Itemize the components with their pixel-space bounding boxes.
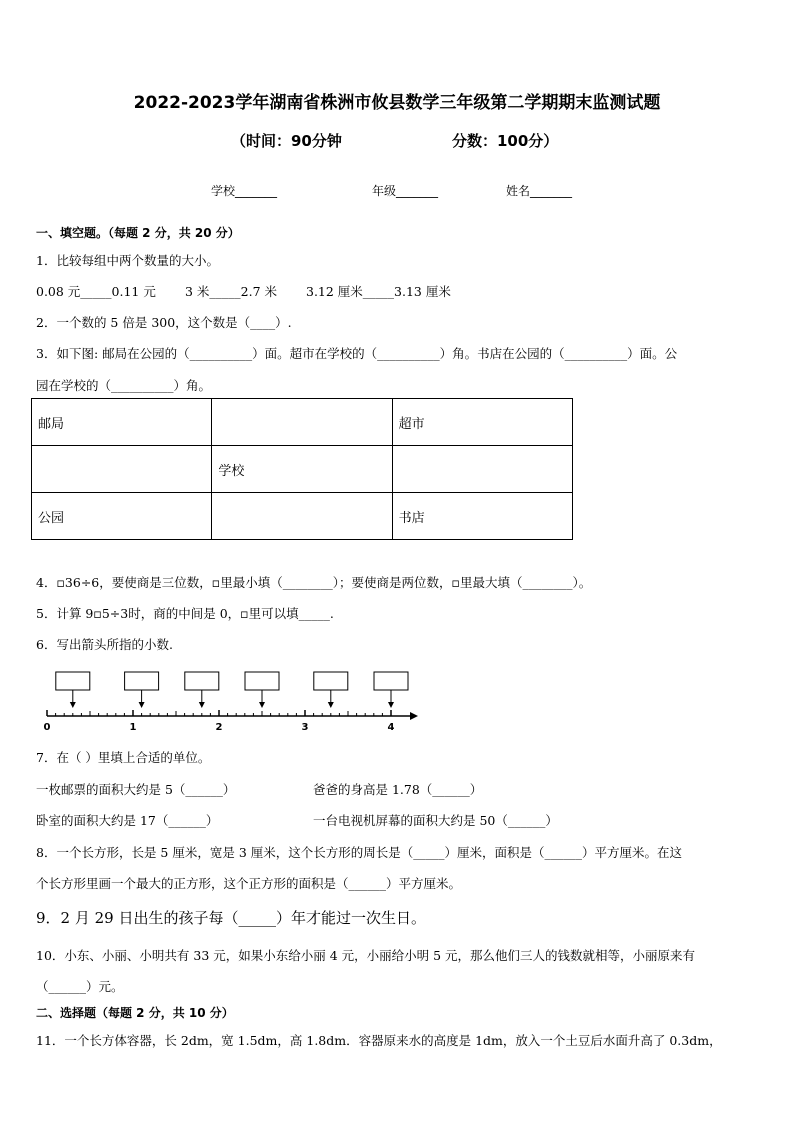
- location-grid: [31, 398, 573, 540]
- grid-cell: [392, 446, 572, 493]
- answer-box[interactable]: [374, 672, 408, 708]
- question-7b: 爸爸的身高是 1.78（______）: [313, 782, 483, 797]
- exam-score: 分数：100分）: [452, 132, 559, 150]
- number-line-label: 4: [387, 722, 395, 733]
- grid-cell: [32, 446, 212, 493]
- grid-cell: 公园: [32, 493, 212, 540]
- answer-box[interactable]: [125, 672, 159, 708]
- number-line-label: 0: [43, 722, 51, 733]
- grid-cell: 书店: [392, 493, 572, 540]
- section-fill-blank: 一、填空题。（每题 2 分，共 20 分）: [36, 226, 240, 240]
- down-arrow-icon: [388, 702, 394, 708]
- grid-cell: 超市: [392, 399, 572, 446]
- question-1a: 0.08 元_____0.11 元: [36, 284, 156, 299]
- grid-row: [32, 399, 573, 446]
- question-10-line1: 10．小东、小丽、小明共有 33 元，如果小东给小丽 4 元，小丽给小明 5 元，那么他们三人的钱数就相等，小丽原来有: [36, 948, 696, 963]
- number-line: [30, 668, 430, 734]
- grid-row: [32, 446, 573, 493]
- grid-cell: 学校: [212, 446, 392, 493]
- question-1: 1．比较每组中两个数量的大小。: [36, 253, 219, 268]
- school-field: 学校_______: [211, 184, 278, 198]
- down-arrow-icon: [139, 702, 145, 708]
- section-multiple-choice: 二、选择题（每题 2 分，共 10 分）: [36, 1006, 234, 1020]
- number-line-arrowhead: [410, 712, 418, 720]
- grid-cell: 邮局: [32, 399, 212, 446]
- question-8-line2: 个长方形里画一个最大的正方形，这个正方形的面积是（______）平方厘米。: [36, 876, 462, 891]
- answer-box[interactable]: [314, 672, 348, 708]
- question-11: 11．一个长方体容器，长 2dm，宽 1.5dm，高 1.8dm．容器原来水的高度是 1dm，放入一个土豆后水面升高了 0.3dm，: [36, 1033, 722, 1048]
- page-title: 2022-2023学年湖南省株洲市攸县数学三年级第二学期期末监测试题: [133, 93, 661, 113]
- question-7c: 卧室的面积大约是 17（______）: [36, 813, 219, 828]
- question-8-line1: 8．一个长方形，长是 5 厘米，宽是 3 厘米，这个长方形的周长是（_____）厘米，面积是（______）平方厘米。在这: [36, 845, 683, 860]
- down-arrow-icon: [259, 702, 265, 708]
- down-arrow-icon: [70, 702, 76, 708]
- down-arrow-icon: [328, 702, 334, 708]
- question-6: 6．写出箭头所指的小数.: [36, 637, 173, 652]
- exam-time: （时间：90分钟: [231, 132, 342, 150]
- question-3-line1: 3．如下图: 邮局在公园的（__________）面。超市在学校的（__________）角。书店在公园的（__________）面。公: [36, 346, 678, 361]
- name-field: 姓名_______: [506, 184, 573, 198]
- question-7a: 一枚邮票的面积大约是 5（______）: [36, 782, 236, 797]
- question-9: 9．2 月 29 日出生的孩子每（_____）年才能过一次生日。: [36, 909, 426, 927]
- question-1c: 3.12 厘米_____3.13 厘米: [306, 284, 451, 299]
- grid-cell: [212, 493, 392, 540]
- question-7d: 一台电视机屏幕的面积大约是 50（______）: [313, 813, 558, 828]
- question-7: 7．在（ ）里填上合适的单位。: [36, 750, 211, 765]
- grade-field: 年级_______: [372, 184, 439, 198]
- question-1b: 3 米_____2.7 米: [185, 284, 278, 299]
- answer-box[interactable]: [185, 672, 219, 708]
- question-10-line2: （______）元。: [36, 979, 124, 994]
- number-line-label: 3: [301, 722, 309, 733]
- number-line-label: 1: [129, 722, 137, 733]
- down-arrow-icon: [199, 702, 205, 708]
- answer-box[interactable]: [56, 672, 90, 708]
- number-line-label: 2: [215, 722, 223, 733]
- grid-row: [32, 493, 573, 540]
- question-4: 4．▫36÷6，要使商是三位数，▫里最小填（________）；要使商是两位数，▫里最大填（________）。: [36, 575, 592, 590]
- grid-cell: [212, 399, 392, 446]
- question-3-line2: 园在学校的（__________）角。: [36, 378, 212, 393]
- question-2: 2．一个数的 5 倍是 300，这个数是（____）.: [36, 315, 292, 330]
- answer-box[interactable]: [245, 672, 279, 708]
- question-5: 5．计算 9▫5÷3时，商的中间是 0，▫里可以填_____.: [36, 606, 334, 621]
